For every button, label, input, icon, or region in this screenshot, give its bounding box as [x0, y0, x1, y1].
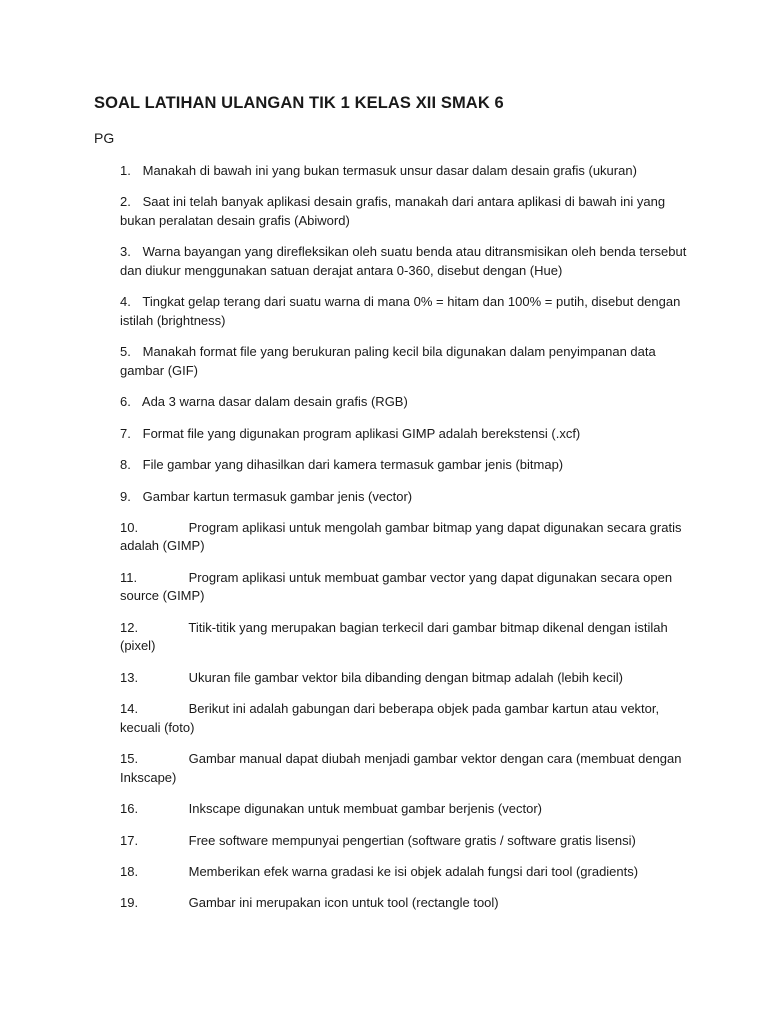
question-text: Ukuran file gambar vektor bila dibanding dengan bitmap adalah (lebih kecil) — [188, 669, 623, 685]
question-number: 18. — [120, 863, 139, 879]
document-title: SOAL LATIHAN ULANGAN TIK 1 KELAS XII SMAK 6 — [94, 94, 504, 112]
question-text: File gambar yang dihasilkan dari kamera termasuk gambar jenis (bitmap) — [142, 457, 564, 473]
question-text: Titik-titik yang merupakan bagian terkecil dari gambar bitmap dikenal dengan istilah (pixel) — [120, 619, 668, 654]
question-item — [120, 700, 700, 737]
question-item — [120, 519, 700, 556]
question-text: Ada 3 warna dasar dalam desain grafis (RGB) — [141, 394, 408, 410]
question-number: 9. — [120, 488, 131, 504]
question-item — [120, 832, 700, 851]
question-list — [120, 162, 700, 926]
question-number: 2. — [120, 194, 131, 210]
question-item — [120, 393, 700, 412]
question-text: Inkscape digunakan untuk membuat gambar berjenis (vector) — [188, 801, 542, 817]
question-item — [120, 193, 700, 230]
question-item — [120, 669, 700, 688]
question-number: 1. — [120, 163, 131, 178]
question-item — [120, 343, 700, 380]
question-number: 8. — [120, 457, 131, 473]
question-item — [120, 456, 700, 475]
question-text: Format file yang digunakan program aplikasi GIMP adalah berekstensi (.xcf) — [142, 425, 581, 441]
question-number: 19. — [120, 895, 139, 911]
question-text: Manakah format file yang berukuran paling kecil bila digunakan dalam penyimpanan data gambar (GIF) — [120, 344, 656, 378]
question-item — [120, 162, 700, 181]
question-item — [120, 894, 700, 913]
question-item — [120, 750, 700, 787]
question-number: 4. — [120, 294, 131, 310]
question-text: Memberikan efek warna gradasi ke isi objek adalah fungsi dari tool (gradients) — [188, 863, 639, 879]
question-item — [120, 293, 700, 330]
question-item — [120, 800, 700, 819]
question-number: 6. — [120, 394, 131, 410]
question-text: Gambar kartun termasuk gambar jenis (vector) — [142, 488, 413, 504]
question-number: 12. — [120, 619, 139, 635]
section-label: PG — [94, 130, 115, 146]
question-number: 7. — [120, 425, 131, 441]
question-number: 3. — [120, 244, 131, 260]
question-number: 10. — [120, 519, 139, 535]
question-text: Saat ini telah banyak aplikasi desain grafis, manakah dari antara aplikasi di bawah ini yang bukan peralatan desain grafis (Abiword) — [120, 194, 666, 228]
question-text: Berikut ini adalah gabungan dari beberapa objek pada gambar kartun atau vektor, kecuali (foto) — [120, 701, 660, 735]
question-item — [120, 243, 700, 280]
question-item — [120, 425, 700, 444]
question-number: 15. — [120, 751, 139, 767]
question-item — [120, 569, 700, 606]
question-item — [120, 488, 700, 507]
question-text: Program aplikasi untuk mengolah gambar bitmap yang dapat digunakan secara gratis adalah (GIMP) — [120, 519, 682, 554]
question-number: 11. — [120, 569, 138, 585]
question-number: 5. — [120, 344, 131, 360]
question-number: 14. — [120, 701, 139, 717]
question-item — [120, 619, 700, 656]
question-number: 16. — [120, 801, 139, 817]
question-text: Gambar manual dapat diubah menjadi gambar vektor dengan cara (membuat dengan Inkscape) — [120, 751, 682, 785]
question-text: Program aplikasi untuk membuat gambar vector yang dapat digunakan secara open source (GIMP) — [120, 569, 673, 604]
question-text: Tingkat gelap terang dari suatu warna di mana 0% = hitam dan 100% = putih, disebut dengan istilah (brightness) — [120, 294, 681, 328]
question-text: Manakah di bawah ini yang bukan termasuk unsur dasar dalam desain grafis (ukuran) — [142, 163, 637, 178]
question-text: Free software mempunyai pengertian (software gratis / software gratis lisensi) — [188, 832, 636, 848]
question-text: Warna bayangan yang direfleksikan oleh suatu benda atau ditransmisikan oleh benda tersebut dan diukur menggunakan satuan derajat antara 0-360, disebut dengan (Hue) — [120, 244, 687, 278]
question-text: Gambar ini merupakan icon untuk tool (rectangle tool) — [188, 895, 499, 911]
question-number: 13. — [120, 669, 139, 685]
question-item — [120, 863, 700, 882]
question-number: 17. — [120, 832, 139, 848]
